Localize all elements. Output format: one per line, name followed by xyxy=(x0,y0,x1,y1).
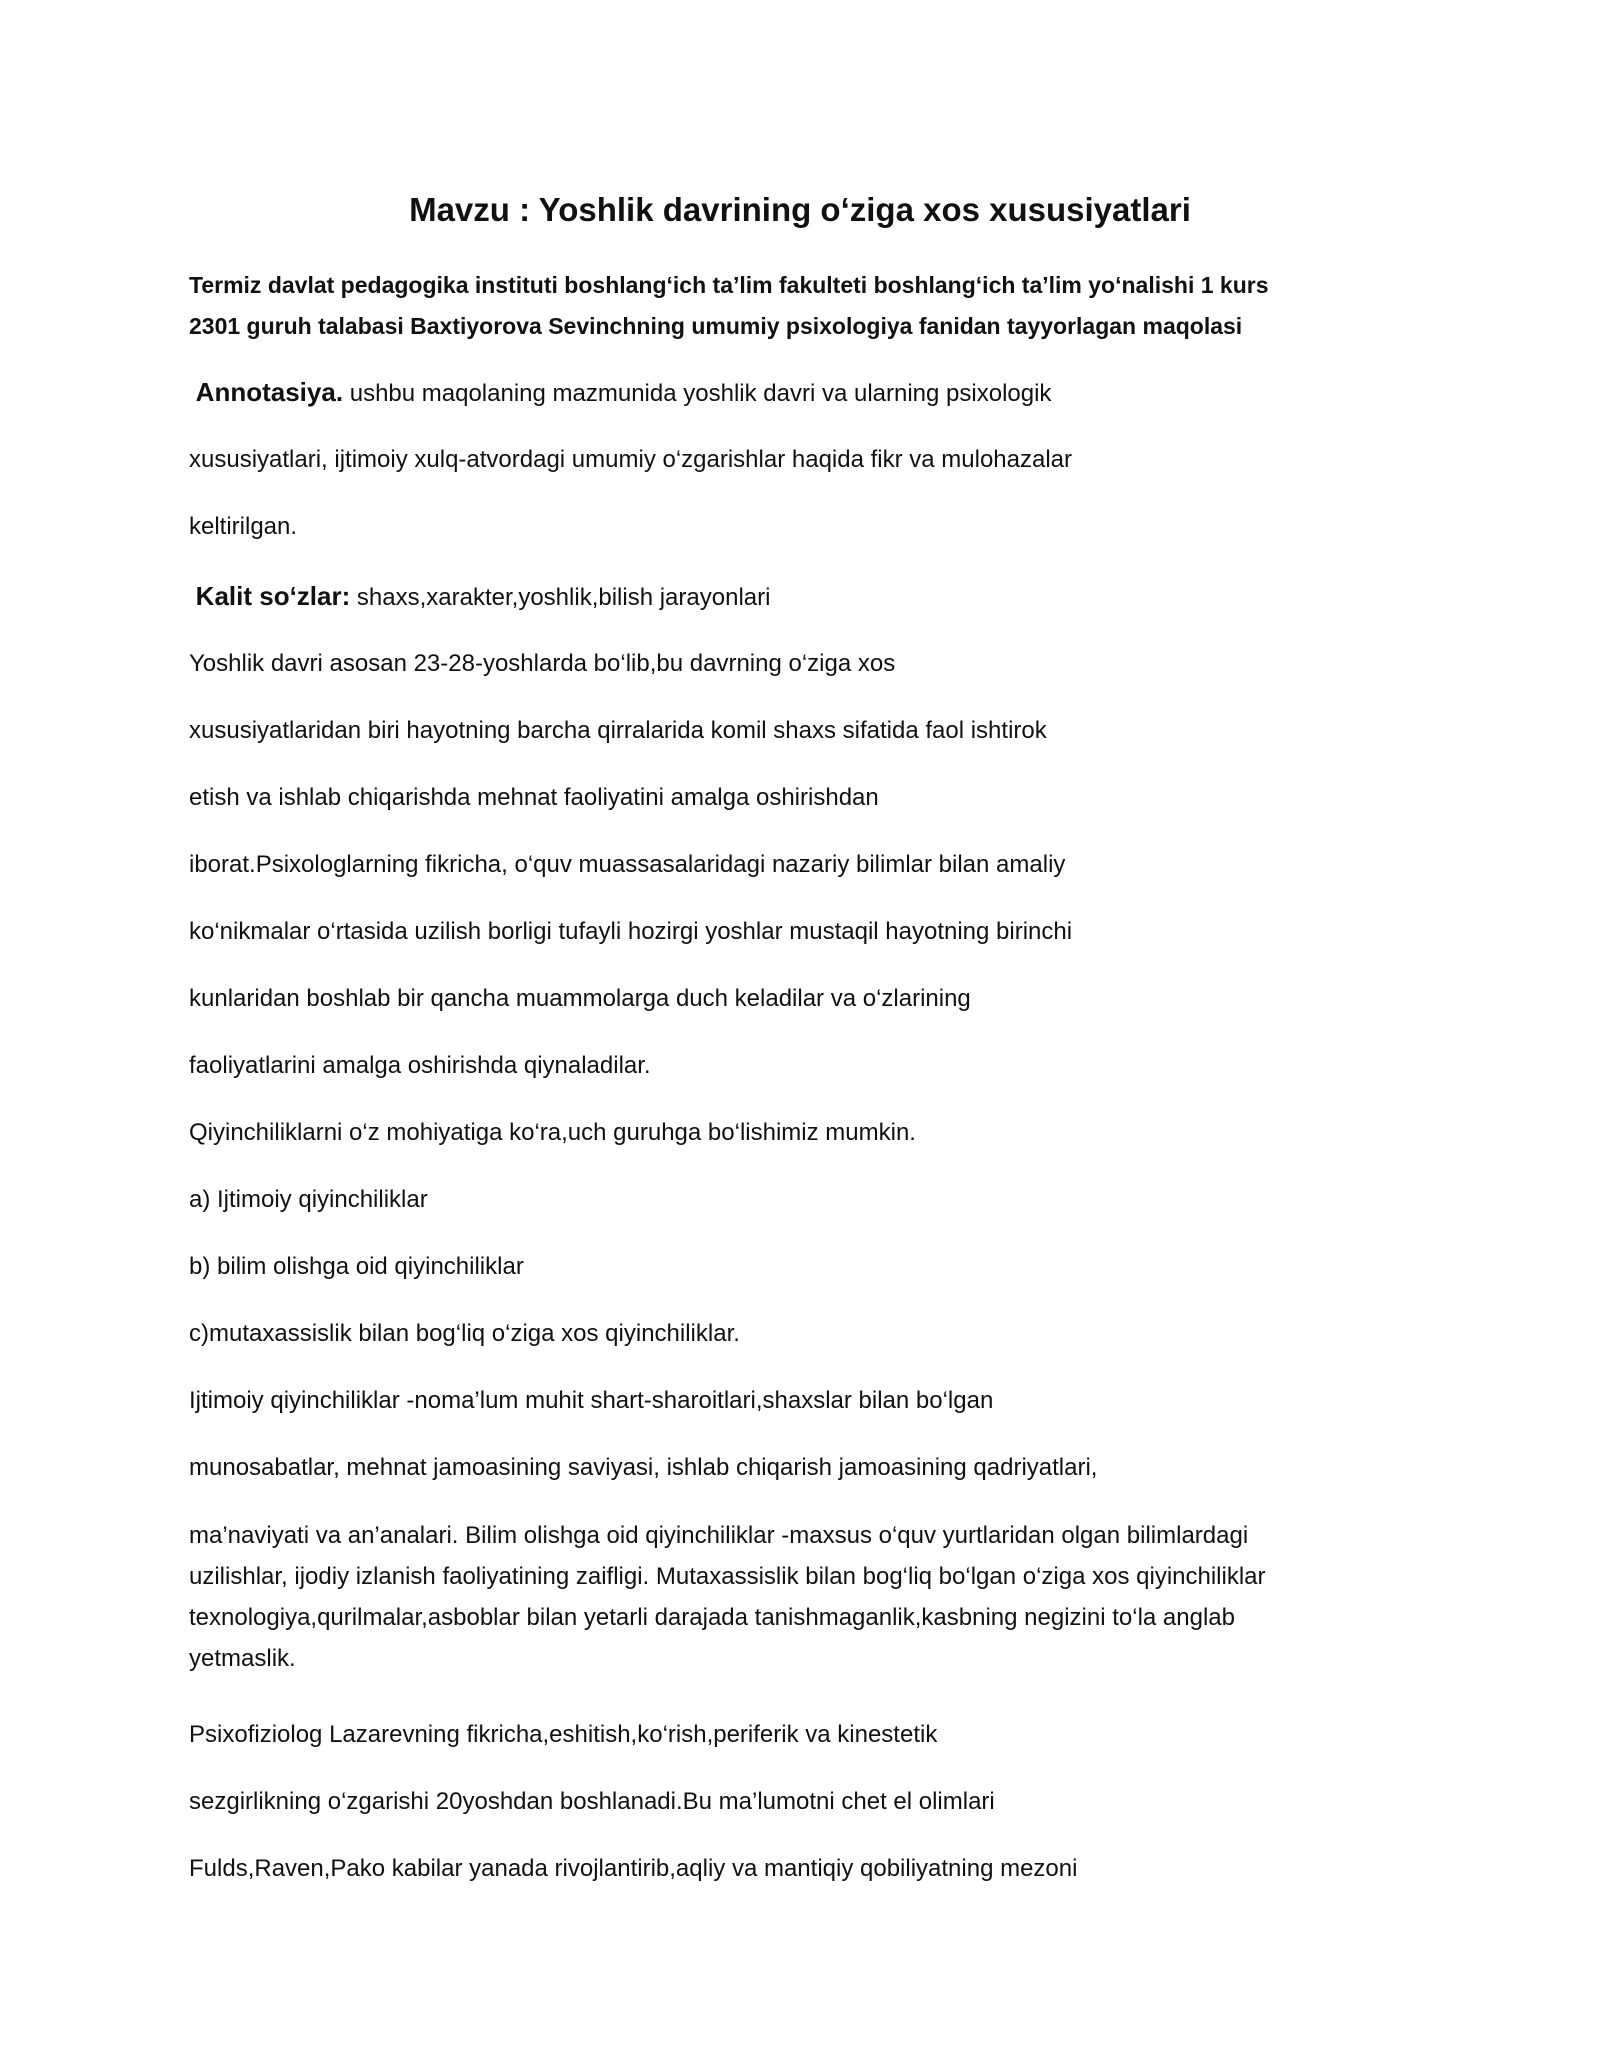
body-paragraph xyxy=(189,1515,1419,1679)
body-line: xususiyatlaridan biri hayotning barcha qirralarida komil shaxs sifatida faol ishtirok xyxy=(189,717,1047,744)
body-line: kunlaridan boshlab bir qancha muammolarga duch keladilar va o‘zlarining xyxy=(189,985,971,1012)
body-line: Fulds,Raven,Pako kabilar yanada rivojlantirib,aqliy va mantiqiy qobiliyatning mezoni xyxy=(189,1855,1078,1882)
paragraph-line: yetmaslik. xyxy=(189,1645,296,1672)
list-item: b) bilim olishga oid qiyinchiliklar xyxy=(189,1253,524,1280)
body-line: Yoshlik davri asosan 23-28-yoshlarda bo‘lib,bu davrning o‘ziga xos xyxy=(189,650,896,677)
annotation-label: Annotasiya. xyxy=(195,377,344,407)
keywords-text: shaxs,xarakter,yoshlik,bilish jarayonlari xyxy=(350,584,771,611)
body-line: Qiyinchiliklarni o‘z mohiyatiga ko‘ra,uch guruhga bo‘lishimiz mumkin. xyxy=(189,1119,916,1146)
annotation-paragraph xyxy=(189,372,1419,414)
list-item: a) Ijtimoiy qiyinchiliklar xyxy=(189,1186,428,1213)
body-line: ko‘nikmalar o‘rtasida uzilish borligi tufayli hozirgi yoshlar mustaqil hayotning birinchi xyxy=(189,918,1073,945)
keywords-paragraph xyxy=(189,576,1419,618)
author-info-line: 2301 guruh talabasi Baxtiyorova Sevinchning umumiy psixologiya fanidan tayyorlagan maqolasi xyxy=(189,313,1243,339)
document-title: Mavzu : Yoshlik davrining o‘ziga xos xususiyatlari xyxy=(409,191,1191,228)
author-info xyxy=(189,265,1409,347)
body-line: faoliyatlarini amalga oshirishda qiynaladilar. xyxy=(189,1052,651,1079)
body-line: Ijtimoiy qiyinchiliklar -noma’lum muhit shart-sharoitlari,shaxslar bilan bo‘lgan xyxy=(189,1387,994,1414)
annotation-text: ushbu maqolaning mazmunida yoshlik davri va ularning psixologik xyxy=(343,380,1052,407)
author-info-line: Termiz davlat pedagogika instituti boshlang‘ich ta’lim fakulteti boshlang‘ich ta’lim yo‘nalishi 1 kurs xyxy=(189,272,1269,298)
body-line: iborat.Psixologlarning fikricha, o‘quv muassasalaridagi nazariy bilimlar bilan amaliy xyxy=(189,851,1066,878)
body-line: munosabatlar, mehnat jamoasining saviyasi, ishlab chiqarish jamoasining qadriyatlari, xyxy=(189,1454,1098,1481)
annotation-line: keltirilgan. xyxy=(189,513,298,540)
body-line: etish va ishlab chiqarishda mehnat faoliyatini amalga oshirishdan xyxy=(189,784,879,811)
body-line: Psixofiziolog Lazarevning fikricha,eshitish,ko‘rish,periferik va kinestetik xyxy=(189,1721,938,1748)
annotation-line: xususiyatlari, ijtimoiy xulq-atvordagi umumiy o‘zgarishlar haqida fikr va mulohazalar xyxy=(189,446,1073,473)
paragraph-line: texnologiya,qurilmalar,asboblar bilan yetarli darajada tanishmaganlik,kasbning negizini to‘la anglab xyxy=(189,1604,1235,1631)
paragraph-line: ma’naviyati va an’analari. Bilim olishga oid qiyinchiliklar -maxsus o‘quv yurtlaridan olgan bilimlardagi xyxy=(189,1522,1249,1549)
paragraph-line: uzilishlar, ijodiy izlanish faoliyatining zaifligi. Mutaxassislik bilan bog‘liq bo‘lgan o‘ziga xos qiyinchiliklar xyxy=(189,1563,1266,1590)
list-item: c)mutaxassislik bilan bog‘liq o‘ziga xos qiyinchiliklar. xyxy=(189,1320,740,1347)
keywords-label: Kalit so‘zlar: xyxy=(195,581,351,611)
body-line: sezgirlikning o‘zgarishi 20yoshdan boshlanadi.Bu ma’lumotni chet el olimlari xyxy=(189,1788,995,1815)
